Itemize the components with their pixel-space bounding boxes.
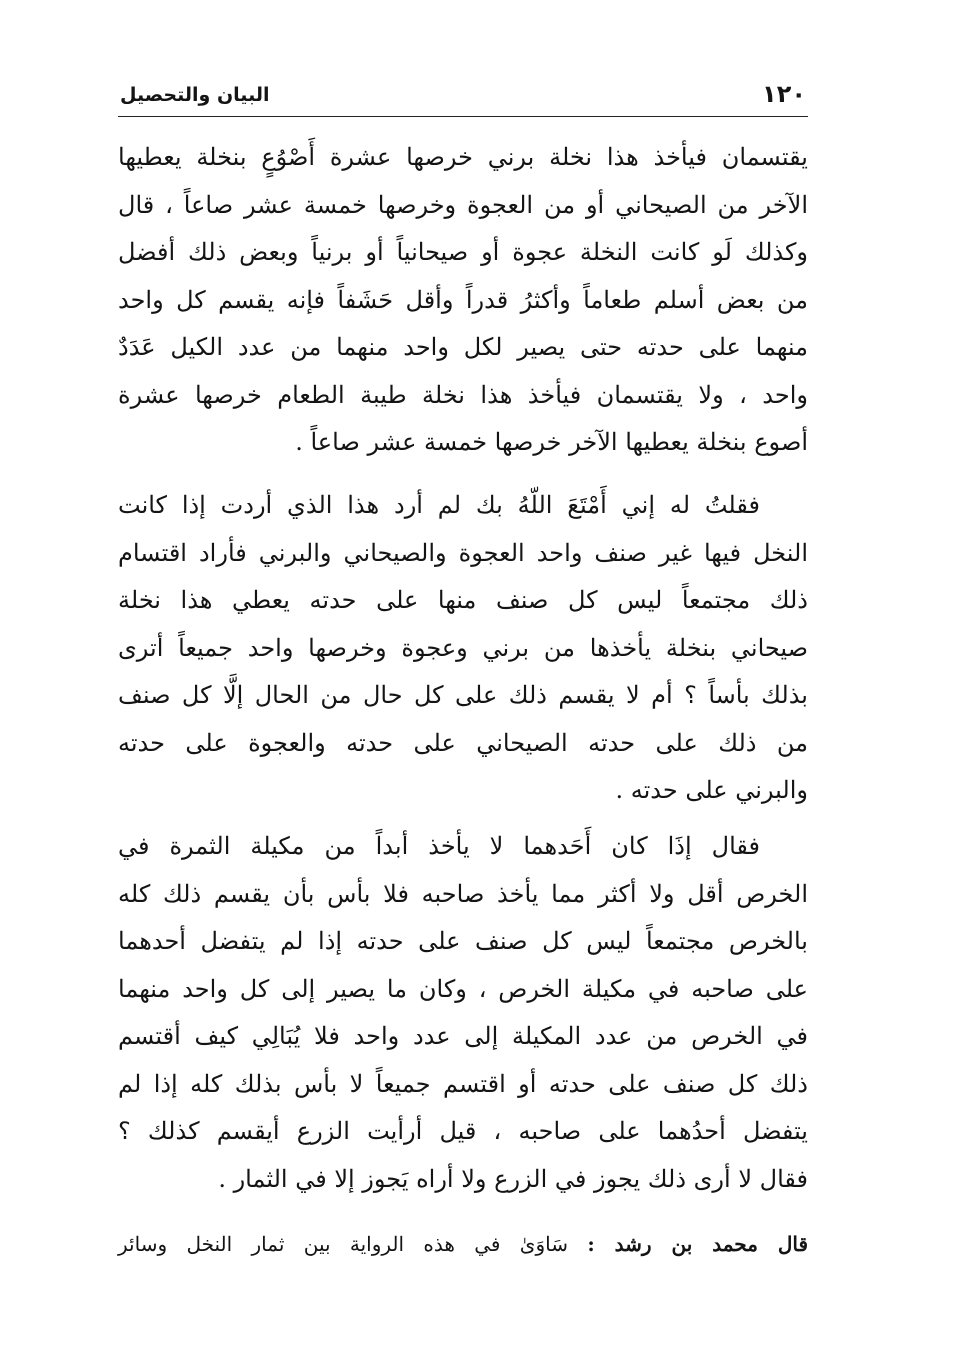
text-line: ذلك مجتمعاً ليس كل صنف منها على حدته يعطي هذا نخلة (118, 586, 808, 614)
text-line: الآخر من الصيحاني أو من العجوة وخرصها خمسة عشر صاعاً ، قال (118, 190, 808, 219)
text-line: واحد ، ولا يقتسمان فيأخذ هذا نخلة طيبة الطعام خرصها عشرة (118, 380, 809, 409)
paragraph-2 (118, 482, 808, 815)
text-line: والبرني على حدته . (615, 776, 808, 804)
text-line: بذلك بأساً ؟ أم لا يقسم ذلك على كل حال من الحال إلَّا كل صنف (118, 681, 808, 709)
commentary-text: سَاوَىٰ في هذه الرواية بين ثمار النخل وسائر (118, 1232, 568, 1256)
text-line: بالخرص مجتمعاً ليس كل صنف على حدته إذا لم يتفضل أحدهما (118, 927, 808, 955)
text-line: يتفضل أحدُهما على صاحبه ، قيل أرأيت الزرع أيقسم كذلك ؟ (118, 1117, 808, 1145)
book-page (118, 76, 809, 1256)
running-title: البيان والتحصيل (120, 84, 270, 106)
text-line: من ذلك على حدته الصيحاني على حدته والعجوة على حدته (118, 728, 808, 757)
page-header (118, 76, 808, 117)
text-line: فقال لا أرى ذلك يجوز في الزرع ولا أراه يَجوز إلا في الثمار . (218, 1164, 808, 1193)
commentary-speaker: قال محمد بن رشد : (587, 1232, 809, 1256)
text-line: فقلتُ له إني أَمْتَعَ اللّهُ بك لم أرد هذا الذي أردت إذا كانت (118, 491, 760, 519)
text-line: فقال إذَا كان أَحَدهما لا يأخذ أبداً من مكيلة الثمرة في (118, 832, 760, 860)
text-line: صيحاني بنخلة يأخذها من برني وعجوة وخرصها واحد جميعاً أترى (118, 633, 808, 662)
text-line: أصوع بنخلة يعطيها الآخر خرصها خمسة عشر صاعاً . (295, 428, 808, 456)
text-line: ذلك كل صنف على حدته أو اقتسم جميعاً لا بأس بذلك كله إذا لم (118, 1069, 808, 1098)
text-line: الخرص أقل ولا أكثر مما يأخذ صاحبه فلا بأس بأن يقسم ذلك كله (118, 879, 808, 908)
paragraph-1 (118, 134, 808, 467)
text-line: على صاحبه في مكيلة الخرص ، وكان ما يصير إلى كل واحد منهما (118, 974, 808, 1003)
text-line: وكذلك لَو كانت النخلة عجوة أو صيحانياً أو برنياً وبعض ذلك أفضل (118, 238, 808, 266)
text-line: النخل فيها غير صنف واحد العجوة والصيحاني والبرني فأراد اقتسام (118, 538, 808, 567)
text-line: في الخرص من عدد المكيلة إلى عدد واحد فلا يُبَالِي كيف أقتسم (118, 1022, 809, 1050)
paragraph-3 (118, 823, 808, 1203)
text-line: منهما على حدته حتى يصير لكل واحد منهما من عدد الكيل عَدَدٌ (118, 333, 809, 361)
commentary-line (118, 1224, 808, 1264)
page-number: ١٢٠ (762, 80, 806, 108)
text-line: من بعض أسلم طعاماً وأكثرُ قدراً وأقل حَشَفاً فإنه يقسم كل واحد (118, 285, 808, 314)
text-line: يقتسمان فيأخذ هذا نخلة برني خرصها عشرة أَصْوُعٍ بنخلة يعطيها (118, 143, 808, 171)
